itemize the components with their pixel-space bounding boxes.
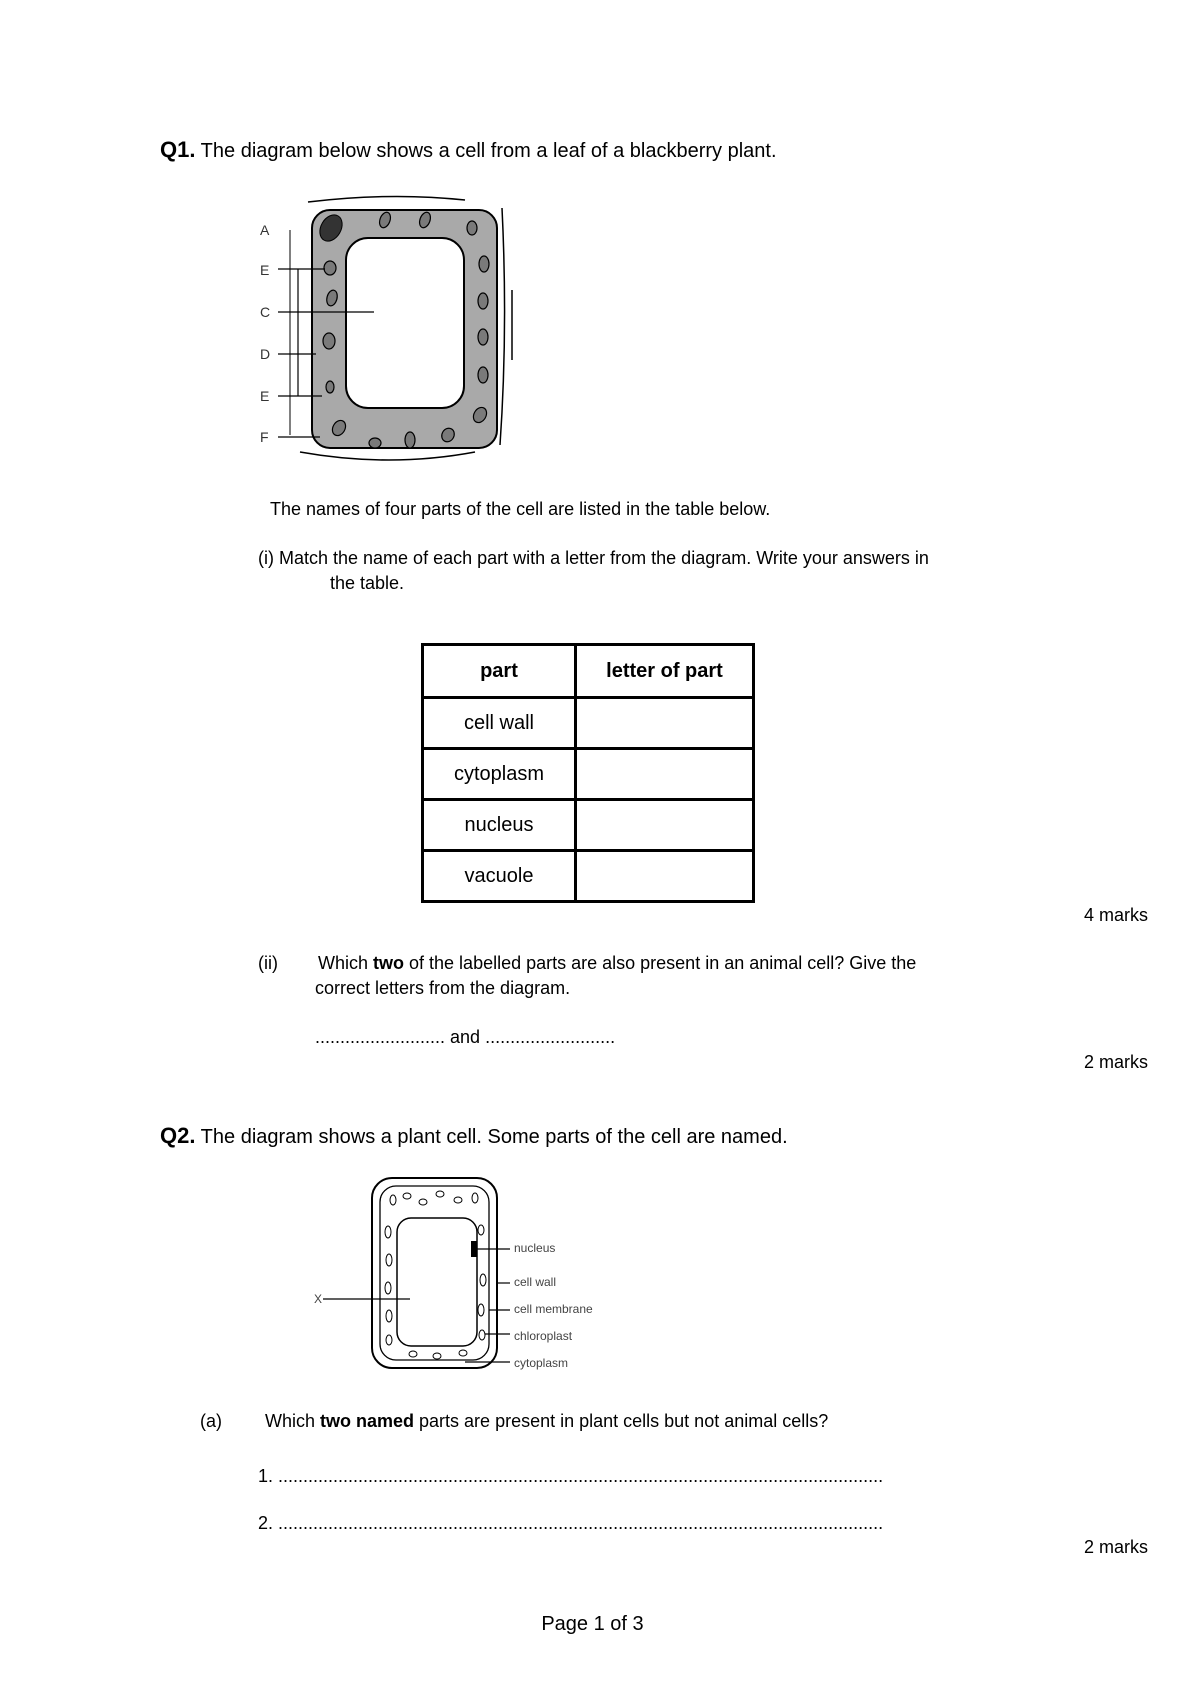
diagram-label-e-lower: E: [260, 388, 270, 404]
vacuole-region: [346, 238, 464, 408]
answer-blank-2[interactable]: ..........................: [485, 1027, 616, 1047]
diagram-label-f: F: [260, 429, 269, 445]
q1-heading: [160, 138, 777, 163]
table-cell-answer[interactable]: [576, 851, 754, 902]
q1-part-i-line2: the table.: [330, 573, 405, 593]
table-header-part: part: [423, 645, 576, 698]
cell-wall-outline-right: [500, 208, 505, 445]
q1-intro: The diagram below shows a cell from a leaf of a blackberry plant.: [200, 140, 777, 162]
table-row: [423, 749, 754, 800]
diagram-label-cell-membrane: cell membrane: [514, 1302, 593, 1316]
page-number: Page 1 of 3: [541, 1613, 644, 1635]
q2-part-a-label: (a): [200, 1411, 222, 1431]
table-cell-part: vacuole: [423, 851, 576, 902]
table-cell-part: nucleus: [423, 800, 576, 851]
q2-marks-a: 2 marks: [1083, 1537, 1148, 1557]
cell-wall-outline-bottom: [300, 452, 475, 460]
nucleus-mark: [471, 1241, 477, 1257]
q1-part-ii-line1: Which two of the labelled parts are also present in an animal cell? Give the: [318, 953, 917, 973]
leaf-cell-diagram: [250, 190, 540, 475]
table-cell-part: cytoplasm: [423, 749, 576, 800]
diagram-label-cytoplasm: cytoplasm: [514, 1356, 569, 1370]
table-cell-answer[interactable]: [576, 749, 754, 800]
q2-heading: [160, 1124, 788, 1149]
table-row: [423, 851, 754, 902]
answer-blank-1[interactable]: ..........................: [315, 1027, 446, 1047]
q2-answer-line-2[interactable]: 2. .........................................................................................................................: [258, 1513, 884, 1533]
diagram-label-e-upper: E: [260, 262, 270, 278]
table-cell-answer[interactable]: [576, 800, 754, 851]
q2-intro: The diagram shows a plant cell. Some parts of the cell are named.: [200, 1126, 788, 1148]
diagram-label-nucleus: nucleus: [514, 1241, 556, 1255]
q1-marks-i: 4 marks: [1083, 905, 1148, 925]
q1-number: Q1.: [160, 137, 196, 162]
parts-table: [421, 643, 755, 903]
table-header-letter: letter of part: [576, 645, 754, 698]
q1-marks-ii: 2 marks: [1083, 1052, 1148, 1072]
diagram-label-c: C: [260, 304, 271, 320]
diagram-label-d: D: [260, 346, 271, 362]
diagram-label-chloroplast: chloroplast: [514, 1329, 573, 1343]
q1-part-ii-line2: correct letters from the diagram.: [315, 978, 571, 998]
table-cell-answer[interactable]: [576, 698, 754, 749]
diagram-label-x: X: [314, 1292, 323, 1306]
table-header-row: [423, 645, 754, 698]
q1-answer-line: .......................... and ..........................: [315, 1027, 616, 1047]
vacuole-shape: [397, 1218, 477, 1346]
diagram-label-cell-wall: cell wall: [514, 1275, 557, 1289]
q1-names-text: The names of four parts of the cell are listed in the table below.: [270, 499, 771, 519]
plant-cell-diagram: [315, 1170, 515, 1380]
q1-part-ii-label: (ii): [258, 953, 278, 973]
q2-number: Q2.: [160, 1123, 196, 1148]
diagram-label-a: A: [260, 222, 270, 238]
table-row: [423, 698, 754, 749]
cell-wall-outline-top: [308, 196, 465, 202]
table-row: [423, 800, 754, 851]
q1-part-i-line1: (i) Match the name of each part with a letter from the diagram. Write your answers in: [258, 548, 929, 568]
table-cell-part: cell wall: [423, 698, 576, 749]
q2-answer-line-1[interactable]: 1. .........................................................................................................................: [258, 1466, 884, 1486]
q2-part-a-question: Which two named parts are present in plant cells but not animal cells?: [265, 1411, 829, 1431]
